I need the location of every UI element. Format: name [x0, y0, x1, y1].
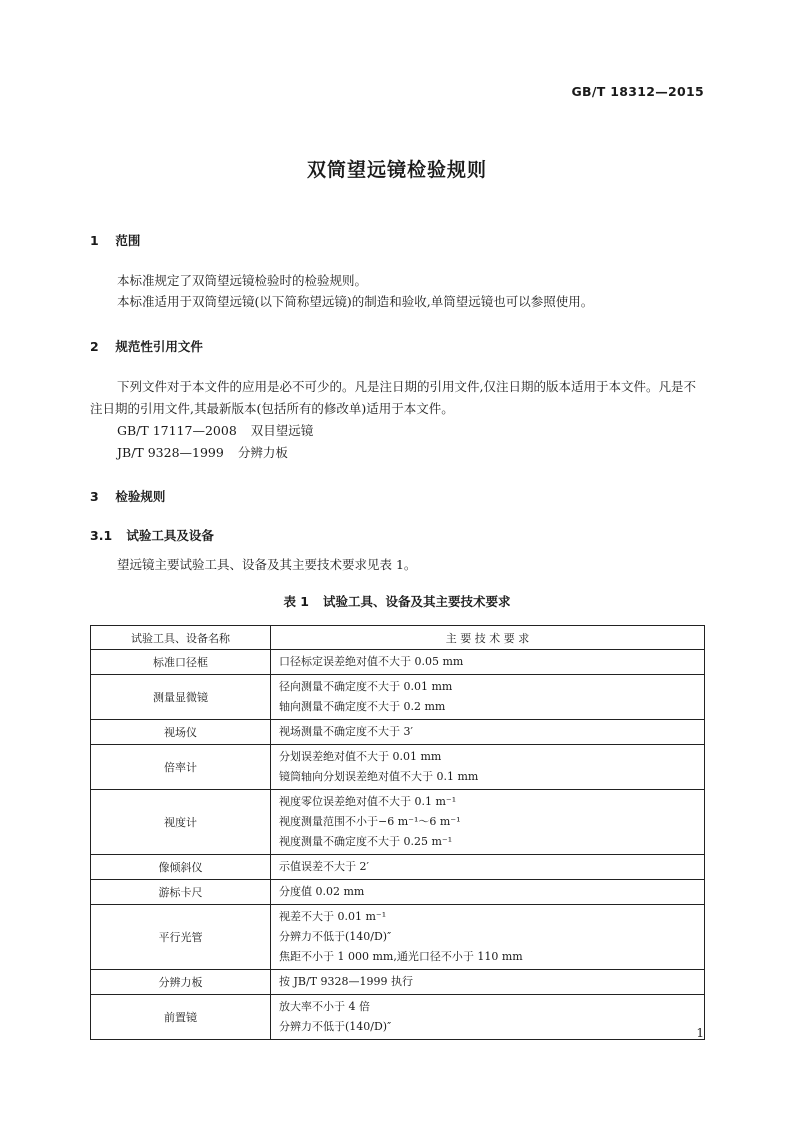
section-3-heading [90, 487, 165, 505]
requirements-cell [271, 790, 705, 855]
table-row [91, 970, 705, 995]
equipment-name: 游标卡尺 [91, 880, 271, 905]
requirement-line: 视度测量范围不小于−6 m⁻¹～6 m⁻¹ [279, 815, 461, 828]
requirement-line: 镜筒轴向分划误差绝对值不大于 0.1 mm [279, 770, 479, 783]
requirements-cell [271, 970, 705, 995]
requirement-line: 口径标定误差绝对值不大于 0.05 mm [279, 655, 464, 668]
equipment-name: 倍率计 [91, 745, 271, 790]
table-row [91, 905, 705, 970]
requirements-cell [271, 745, 705, 790]
table-row [91, 995, 705, 1040]
requirement-line: 视场测量不确定度不大于 3′ [279, 725, 413, 738]
table-caption [0, 592, 794, 610]
equipment-name: 像倾斜仪 [91, 855, 271, 880]
requirement-line: 分度值 0.02 mm [279, 885, 365, 898]
reference-title: 双目望远镜 [250, 423, 314, 438]
requirement-line: 径向测量不确定度不大于 0.01 mm [279, 680, 453, 693]
reference-item [117, 421, 313, 439]
requirement-line: 分划误差绝对值不大于 0.01 mm [279, 750, 442, 763]
reference-item [117, 443, 288, 461]
section-1-heading [90, 231, 140, 249]
requirements-cell [271, 905, 705, 970]
reference-code: JB/T 9328—1999 [117, 445, 224, 460]
equipment-name: 视场仪 [91, 720, 271, 745]
table-row [91, 745, 705, 790]
requirement-line: 视度零位误差绝对值不大于 0.1 m⁻¹ [279, 795, 457, 808]
subsection-3-1-heading [90, 526, 214, 544]
section-title: 范围 [115, 233, 141, 248]
page-number: 1 [696, 1026, 704, 1040]
standard-number: GB/T 18312—2015 [571, 84, 704, 99]
equipment-name: 分辨力板 [91, 970, 271, 995]
requirements-cell [271, 880, 705, 905]
equipment-name: 测量显微镜 [91, 675, 271, 720]
section-3-1-paragraph: 望远镜主要试验工具、设备及其主要技术要求见表 1。 [117, 557, 417, 572]
table-header-row [91, 626, 705, 650]
equipment-name: 视度计 [91, 790, 271, 855]
section-1-paragraph-1: 本标准规定了双筒望远镜检验时的检验规则。 [117, 273, 368, 288]
column-header: 试验工具、设备名称 [91, 626, 271, 650]
column-header: 主 要 技 术 要 求 [271, 626, 705, 650]
requirements-cell [271, 650, 705, 675]
requirement-line: 焦距不小于 1 000 mm,通光口径不小于 110 mm [279, 950, 523, 963]
table-row [91, 675, 705, 720]
requirements-cell [271, 995, 705, 1040]
table-row [91, 880, 705, 905]
section-number: 3 [90, 489, 99, 504]
subsection-number: 3.1 [90, 528, 113, 543]
document-title: 双筒望远镜检验规则 [306, 159, 487, 181]
requirement-line: 视差不大于 0.01 m⁻¹ [279, 910, 387, 923]
requirement-line: 放大率不小于 4 倍 [279, 1000, 370, 1013]
section-2-heading [90, 337, 203, 355]
requirement-line: 按 JB/T 9328—1999 执行 [279, 975, 414, 988]
equipment-name: 标准口径框 [91, 650, 271, 675]
requirement-line: 轴向测量不确定度不大于 0.2 mm [279, 700, 446, 713]
section-number: 1 [90, 233, 99, 248]
section-number: 2 [90, 339, 99, 354]
requirement-line: 分辨力不低于(140/D)″ [279, 1020, 392, 1033]
requirements-cell [271, 855, 705, 880]
section-title: 检验规则 [115, 489, 166, 504]
section-1-paragraph-2: 本标准适用于双筒望远镜(以下简称望远镜)的制造和验收,单筒望远镜也可以参照使用。 [117, 294, 594, 309]
table-row [91, 650, 705, 675]
requirements-cell [271, 720, 705, 745]
requirement-line: 示值误差不大于 2′ [279, 860, 369, 873]
table-title: 试验工具、设备及其主要技术要求 [323, 594, 511, 609]
requirements-table [90, 625, 705, 1040]
equipment-name: 平行光管 [91, 905, 271, 970]
requirement-line: 视度测量不确定度不大于 0.25 m⁻¹ [279, 835, 453, 848]
section-title: 规范性引用文件 [115, 339, 203, 354]
table-number: 表 1 [283, 594, 310, 609]
table-body [91, 650, 705, 1040]
equipment-name: 前置镜 [91, 995, 271, 1040]
requirement-line: 分辨力不低于(140/D)″ [279, 930, 392, 943]
subsection-title: 试验工具及设备 [126, 528, 214, 543]
table-row [91, 790, 705, 855]
table-row [91, 720, 705, 745]
reference-code: GB/T 17117—2008 [117, 423, 237, 438]
requirements-cell [271, 675, 705, 720]
table-row [91, 855, 705, 880]
reference-title: 分辨力板 [237, 445, 288, 460]
section-2-paragraph: 下列文件对于本文件的应用是必不可少的。凡是注日期的引用文件,仅注日期的版本适用于本文件。凡是不注日期的引用文件,其最新版本(包括所有的修改单)适用于本文件。 [90, 379, 696, 416]
